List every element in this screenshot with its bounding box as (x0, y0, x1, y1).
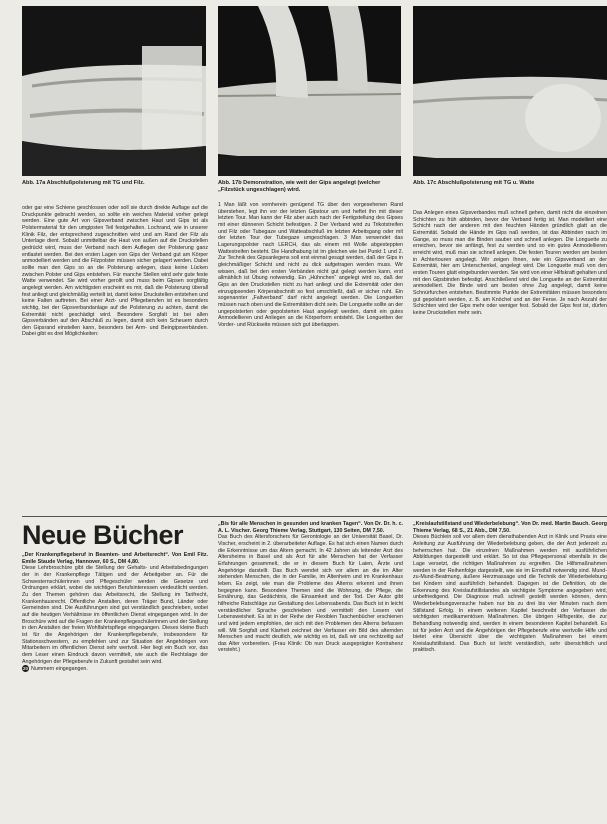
figure-caption-1: Abb. 17a Abschlußpolsterung mit TG und Filz. (22, 180, 145, 186)
article-paragraph: 1 Man läßt von vornherein genügend TG über den vorgesehenen Rand überstehen, legt ihn vor der letzten Gipstour um und heftet ihn mit dieser letzten Tour. Man kann der Filz aber auch nach der Fertigstellung des Gipses mit einer dünneren Schicht befestigen. 2 Der Verband wird zu Trikotstreifen und Filz oder Tubegaze und Watteabschluß im letzten Arbeitsgang oder mit der letzten Tour der Tubegaze umgeschlagen. 3 Man verwendet das Lagerungspolster nach LERCH, das als einem mit Wolle abgesteppten Wattestreifen besteht. Die Handhabung ist im gleichen wie bei Punkt 1 und 2. Zur Technik des Gipsanlegens soll erst einmal gesagt werden, daß der Gips in gleichmäßiger Schicht und nicht zu dick aufgetragen werden muss. Wir wissen, daß bei den ersten Verbänden nicht gut gelegt werden kann, erst allmählich ist Übung notwendig. Ein „Hühnchen“ angelegt wird so, daß der Gips an den Druckstellen nicht zu hart anliegt und die Extremität oder den einzugipsenden Körperabschnitt so fest umschließt, daß er sicher ruht. Ein sogenannter „Faltverband“ darf nicht angelegt werden. Die Longuetten müssen nach oben und die Extremitäten dicht sein. Die Longuette sollte an der ungepolsterten oder gepolsterten Haut angelegt werden, damit ein gutes Anmodellieren und Anliegen an die Körperform entsteht. Die Longuetten der Vorder- und Rückseite müssen sich gut überlappen. (218, 202, 403, 328)
photo-padding-tg-cotton (413, 6, 607, 176)
figure-caption-2: Abb. 17b Demonstration, wie weit der Gips angelegt (welcher „Filzstück ungeschlagen) wird. (218, 180, 381, 193)
article-paragraph: Das Anlegen eines Gipsverbandes muß schnell gehen, damit nicht die einzelnen Schichten zu früh abbinden, bevor der Verband fertig ist. Man modelliert eine Schicht nach der anderen mit den feuchten Händen gründlich glatt an die Extremität. Sobald die Hände im Gips naß werden, ist das Abbinden rasch im Gange, so muss man die Binden sauber und schnell anlegen. Die Longuette zu erreichen, bevor sie anfängt, fest zu werden und so ein gutes Anmodellieren erreicht wird, muß man sie schnell anlegen. Die festen Touren werden am besten in Achtertouren angelegt. Wir zeigen Ihnen, wie ein Gipsverband an der Extremität, hier am Unterschenkel, angelegt wird. Die Longuette muß von den ersten Touren glatt eingebunden werden. Sie wird von einer Hilfskraft gehalten und mit den Gipsbinden befestigt. Anschließend wird die Longuette an der Extremität anmodelliert. Die Binde wird am besten ohne Zug angelegt, damit keine Schnürfurchen entstehen. Bestimmte Punkte der Extremitäten müssen besonders gut gepolstert werden, z. B. am Knöchel und an der Ferse. Je nach Anzahl der Schichten wird der Gips mehr oder weniger fest. Sobald der Gips fest ist, dürfen keine Druckstellen mehr sein. (413, 210, 607, 316)
article-column-3 (413, 210, 607, 515)
review-text: Diese Lehrbroschüre gibt die Stellung der Gehalts- und Arbeitsbedingungen der in der Krankenpflege Tätigen und der Arbeitgeber an. Für die Schwesternschülerinnen und Pflegeschüler werden die Gesetze und Ordnungen erklärt, wobei die wichtigen Berufsinteressen verdeutlicht werden. Zu den Themen gehören das Arbeitsrecht, die Stellung im Tarifrecht, Krankenhausrecht. Öffentliche Anstalten, deren Träger Bund, Länder oder Gemeinden sind. Die Ausführungen sind gut verständlich geschrieben, wobei auf die heutigen Verhältnisse im öffentlichen Dienst eingegangen wird. In der Broschüre wird auf die Fragen der Krankenpflegeschülerinnen und der Stellung in den Anstalten der freien Wohlfahrtspflege eingegangen. Dieses kleine Buch ist für die Angehörigen der Krankenpflegeberufe, insbesondere für Stationsschwestern, zu empfehlen und zur Situation der Angehörigen von Mitarbeitern im öffentlichen Dienst sehr wertvoll. Hier liegt ein Buch vor, das dem Leser einen Eindruck davon vermittelt, wie auch die Rechtslage der Angehörigen der Pflegeberufe in Zukunft gestaltet sein wird. (22, 565, 208, 665)
review-tail-text: Nummern eingegangen. (31, 666, 88, 673)
article-column-2 (218, 202, 403, 514)
photo-padding-tg-felt (22, 6, 206, 176)
article-column-1 (22, 205, 208, 510)
figure-caption-3: Abb. 17c Abschlußpolsterung mit TG u. Watte (413, 180, 535, 186)
photo-gips-demonstration (218, 6, 401, 176)
review-text: Das Buch des Altersforschers für Gerontologie an der Universität Basel, Dr. Vischer, erscheint in 2. überarbeiteter Auflage. Es hat sich einen Namen durch die Erkenntnisse um das Altern gemacht. In 42 Jahren als leitender Arzt des Altersheims in Basel und als Arzt für alte Menschen hat der Verfasser Erfahrungen gesammelt, die er in diesem Buch für Laien, Ärzte und Angehörige darstellt. Das Buch wendet sich vor allem an die im Alter stehenden Menschen, die in der Familie, im Altenheim und im Krankenhaus leben. Es zeigt, wie man die Probleme des Alterns erkennt und ihnen begegnen kann. Besondere Themen sind die Wohnung, die Pflege, die Ernährung, das Gedächtnis, die Einsamkeit und der Tod. Der Autor gibt hilfreiche Ratschläge zur Gestaltung des Lebensabends. Das Buch ist in leicht verständlicher Sprache geschrieben und vermittelt den Lesern viel Lebensweisheit. Es ist in der Reihe der Flexiblen Taschenbücher erschienen und wird jedem empfohlen, der sich mit den Problemen des Alterns befassen will. Mit Sorgfalt und Klarheit zeichnet der Verfasser ein Bild des alternden Menschen und macht deutlich, wie wichtig es ist, daß wir uns rechtzeitig auf das Alter vorbereiten. (Frau Klinik: Ob nun Druck ausgeprägter Kontrahenz versteht.) (218, 534, 403, 654)
review-title: „Der Krankenpflegeberuf in Beamten- und Arbeitsrecht“. Von Emil Fitz. Emile Staude Verlag, Hannover, 60 S., DM 4,80. (22, 552, 208, 565)
review-tail (22, 665, 208, 673)
review-title: „Kreislaufstillstand und Wiederbelebung“. Von Dr. med. Martin Bauch. Georg Thieme Verlag, 68 S., 21 Abb., DM 7,50. (413, 521, 607, 534)
review-text: Dieses Büchlein soll vor allem dem diensthabenden Arzt in Klinik und Praxis eine Anleitung zur Ausführung der Wiederbelebung geben, die der Arzt jederzeit zu beherrschen hat. Die einzelnen Maßnahmen werden mit ausführlichen Abbildungen dargestellt und erklärt. So ist das Pflegepersonal ebenfalls in die Lage versetzt, die richtigen Maßnahmen zu ergreifen. Die Hilfsmaßnahmen werden in der Reihenfolge dargestellt, wie sie im Ernstfall notwendig sind. Mund-zu-Mund-Beatmung, äußere Herzmassage und die Technik der Wiederbelebung bei Kindern sind ausführlich behandelt. Dagegen ist die Definition, ob die Erkennung des Kreislaufstillstandes als wichtigste Symptome angegeben wird, unbefriedigend. Die Diagnose muß schnell gestellt werden können, denn Wiederbelebungsversuche haben nur bis zu drei bis vier Minuten nach dem Stillstand Erfolg. In einem weiteren Kapitel beschreibt der Verfasser die wichtigsten medikamentösen Maßnahmen. Die übrigen Hilfsgeräte, die zur Behandlung notwendig sind, werden in einem besonderen Kapitel behandelt. Es ist für jeden Arzt und die Angehörigen der Pflegeberufe eine wertvolle Hilfe und bietet eine Übersicht über die wichtigsten Maßnahmen bei einem Kreislaufstillstand. Das Buch ist leicht verständlich, sehr übersichtlich und praktisch. (413, 534, 607, 654)
review-column-3 (413, 521, 607, 821)
page-marker: 20 (22, 666, 28, 672)
section-divider (22, 516, 607, 517)
review-column-1 (22, 552, 208, 820)
review-column-2 (218, 521, 403, 821)
review-title: „Bis für alle Menschen in gesunden und kranken Tagen“. Von Dr. Dr. h. c. A. L. Vischer. Georg Thieme Verlag, Stuttgart, 130 Seiten, DM 7,50. (218, 521, 403, 534)
section-heading: Neue Bücher (22, 520, 184, 550)
article-paragraph: oder gar eine Schiene geschlossen oder soll sie durch direkte Auflage auf die Druckpunkte gebracht werden, so sollte ein weiches Material vorher gelegt werden. Eine gute Art von Gipsverband zwischen Haut und Gips ist als Polstermaterial für den umgipsten Teil festgehalten. Lochrand, wie in unserer Klinik Filz, der entsprechend zugeschnitten wird und am Rand der Filz als Unterlage dient. Sobald unmittelbar die Haut von außen auf die Druckstellen gedrückt wird, muss der Verband nach dem Auflegen der Polsterung ganz entlastet werden. Bei den ersten Lagen von Gips der Verband gut am Körper anmodelliert werden und die Filzpolster müssen sicher gelagert werden. Dabei sollte man den Gips so an die Polsterung anlegen, dass keine Lücken zwischen Polster und Gips entstehen. Für manche Stellen wird sehr gute feste Watte verwendet. Sie wird vorher gerollt und muss beim Gipsen sorgfältig angelegt werden. Am wichtigsten erscheint es mir, daß die Polsterung überall fest anliegt und gleichmäßig verteilt ist, damit keine Druckstellen entstehen und keine Falten auftreten. Bei einer Arzt- und Pflegeberufen ist es besonders wichtig, bei der Gipsverbandanlage auf die Polsterung zu achten, damit die Extremität nicht geschädigt wird. Besondere Sorgfalt ist bei allen Gipsverbänden auf den Abschluß zu legen, damit sich kein Scheuern durch den Gipsrand einstellen kann, besonders bei Arm- und Beingipsverbänden. Dabei gibt es drei Möglichkeiten: (22, 205, 208, 338)
